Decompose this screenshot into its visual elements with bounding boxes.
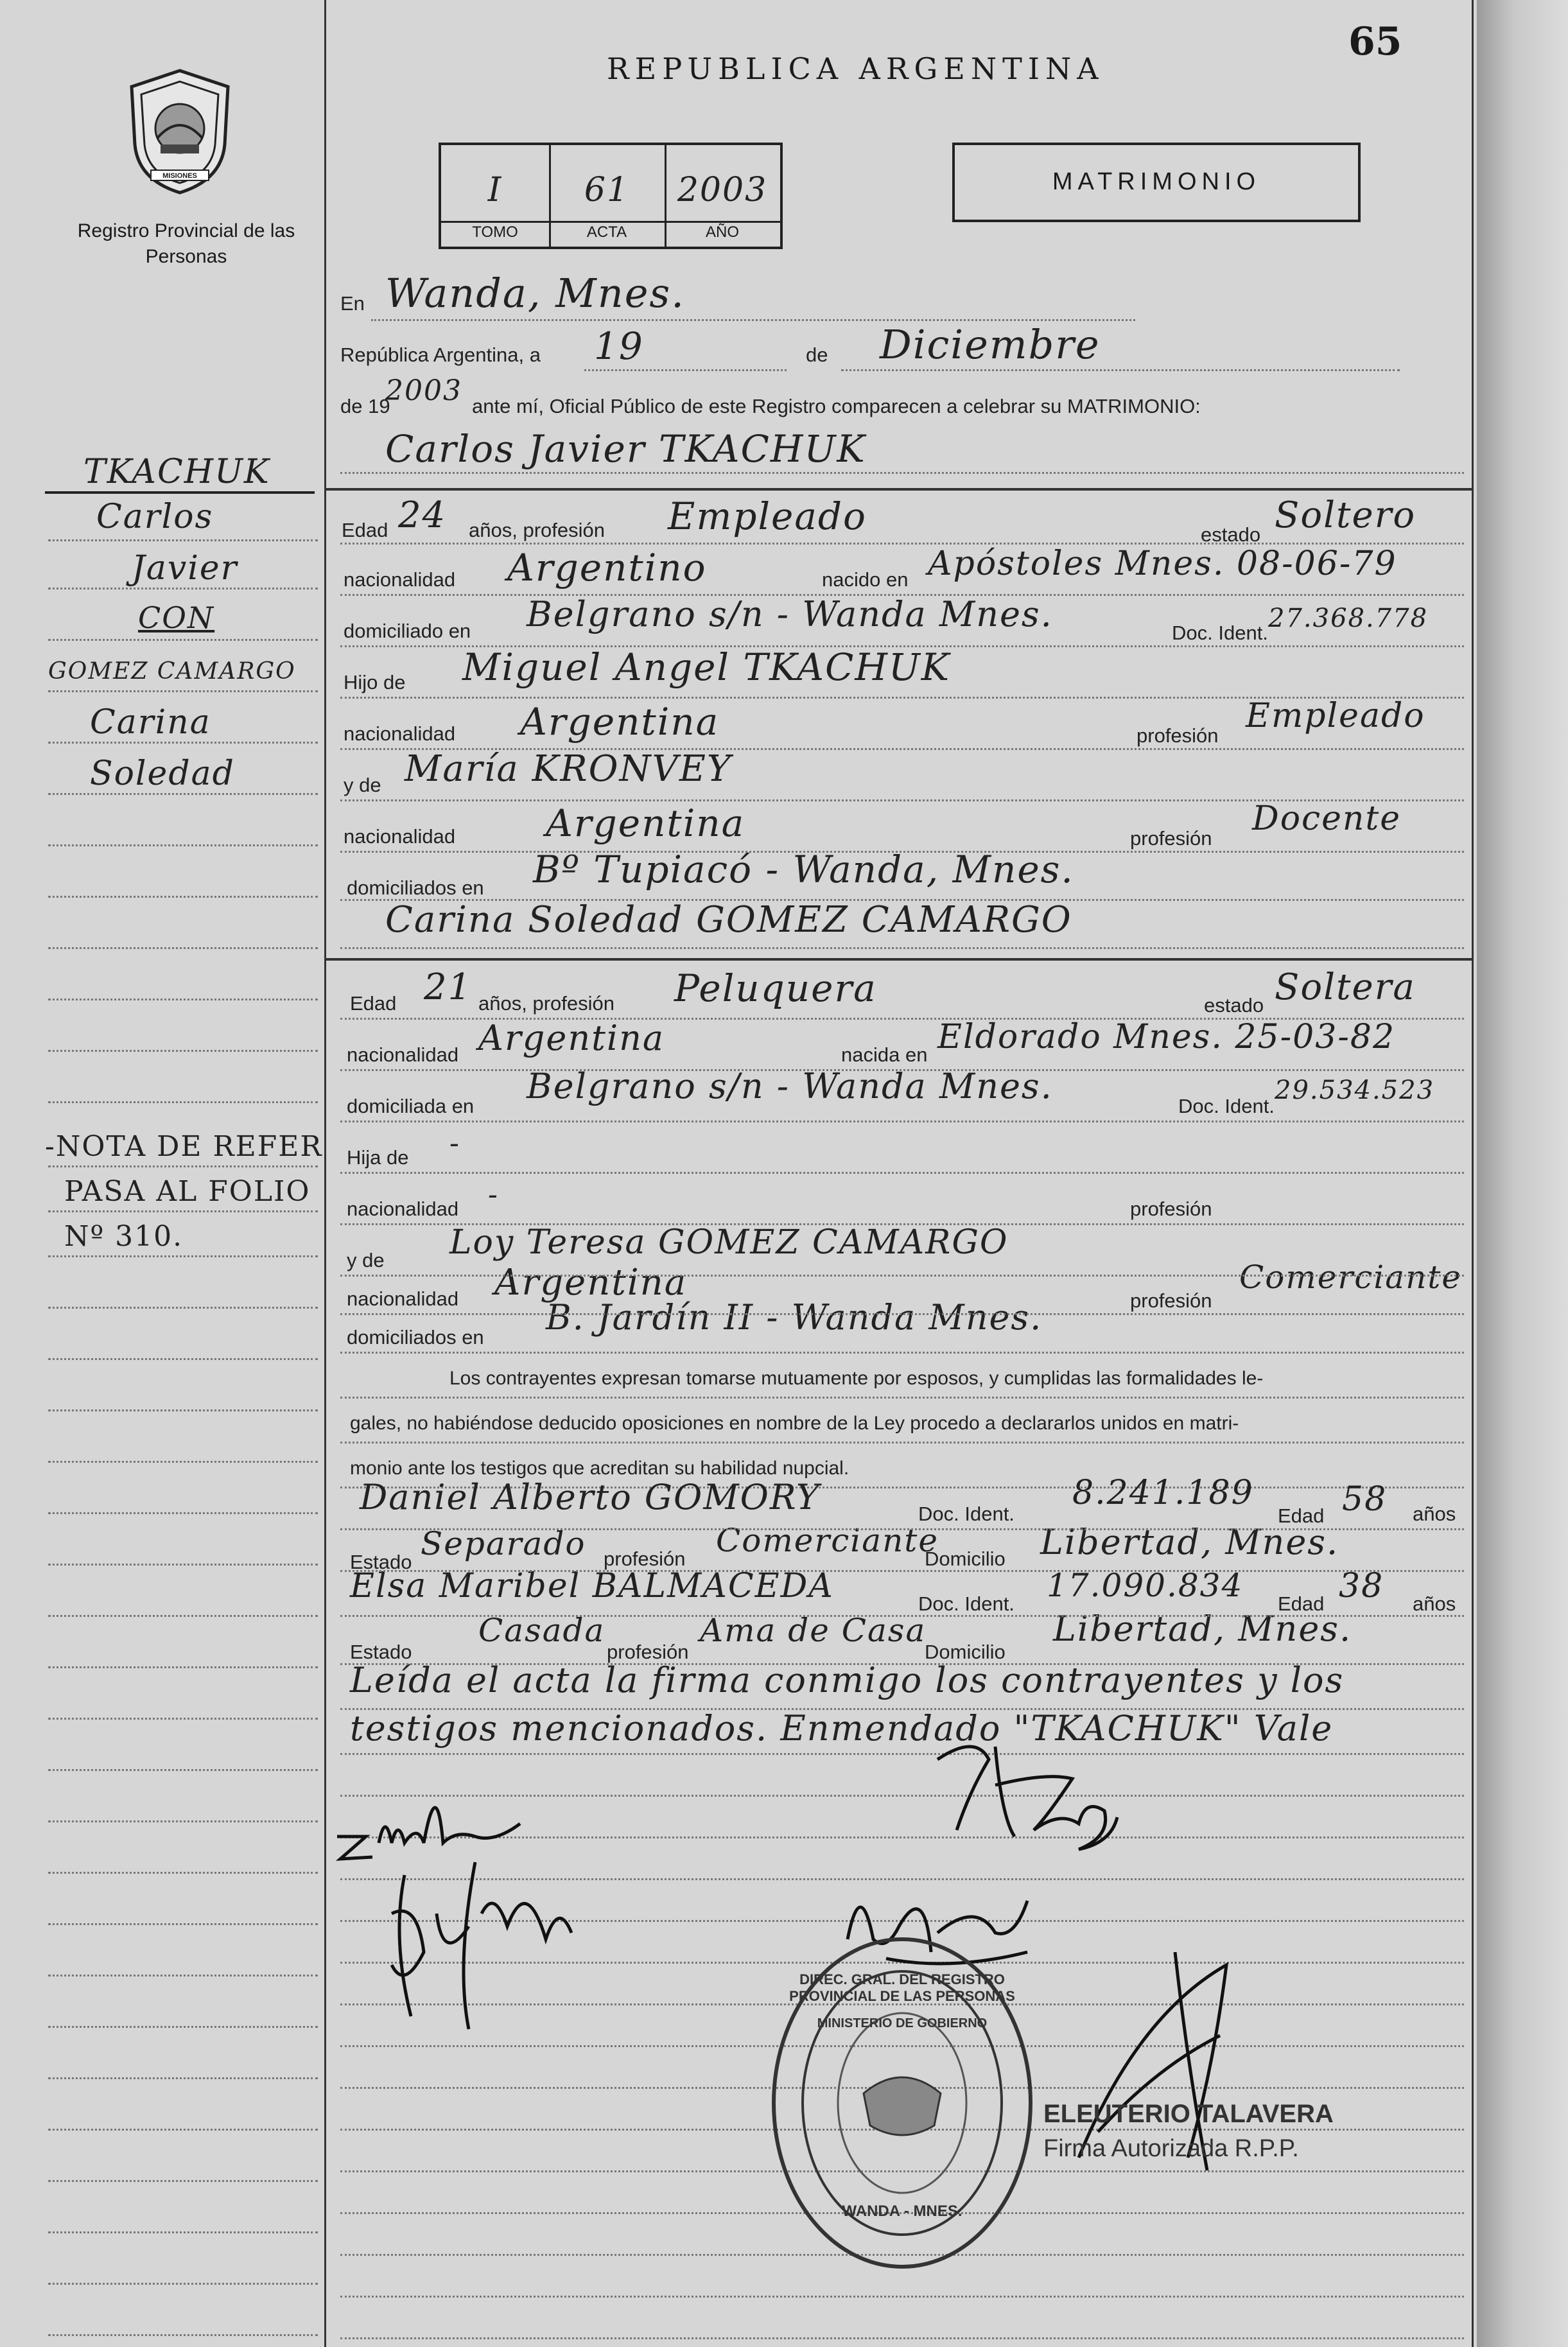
record-box <box>439 143 783 249</box>
groom-profesion: Empleado <box>668 494 867 538</box>
bride-mother-nac-label: nacionalidad <box>347 1287 459 1310</box>
witness-1-profesion: Comerciante <box>716 1522 939 1559</box>
bride-nacida-en: Eldorado Mnes. 25-03-82 <box>937 1018 1396 1056</box>
signature-groom <box>918 1721 1124 1869</box>
document-type: MATRIMONIO <box>1052 168 1261 195</box>
groom-hijo-label: Hijo de <box>344 671 406 694</box>
witness-2-estado: Casada <box>478 1612 605 1649</box>
bride-mother-nacionalidad: Argentina <box>494 1262 688 1304</box>
declaration-line-2: gales, no habiéndose deducido oposiciones en nombre de la Ley procedo a declararlos unidos en matri- <box>350 1413 1239 1434</box>
bride-mother-profesion: Comerciante <box>1239 1259 1462 1296</box>
margin-name-3: Carina <box>90 703 211 742</box>
witness-2-profesion-label: profesión <box>607 1641 689 1663</box>
witness-2-name: Elsa Maribel BALMACEDA <box>350 1567 834 1605</box>
anio-value: 2003 <box>677 171 768 209</box>
month-de-label: de <box>806 344 828 366</box>
margin-name-4: Soledad <box>90 755 235 793</box>
groom-father-nacionalidad: Argentina <box>520 700 720 744</box>
margin-note-3: Nº 310. <box>64 1220 184 1253</box>
groom-nacionalidad-label: nacionalidad <box>344 568 456 591</box>
tomo-label: TOMO <box>472 223 518 241</box>
bride-full-name: Carina Soledad GOMEZ CAMARGO <box>385 899 1072 941</box>
year-value: 2003 <box>385 374 462 407</box>
bride-edad: 21 <box>424 966 473 1008</box>
witness-1-name: Daniel Alberto GOMORY <box>360 1477 821 1517</box>
groom-doc-label: Doc. Ident. <box>1172 622 1268 644</box>
groom-anos-profesion-label: años, profesión <box>469 519 605 541</box>
groom-father: Miguel Angel TKACHUK <box>462 645 951 689</box>
groom-father-nac-label: nacionalidad <box>344 722 456 745</box>
witness-1-estado-label: Estado <box>350 1551 412 1573</box>
groom-mother: María KRONVEY <box>405 748 732 790</box>
groom-yde-label: y de <box>344 774 381 796</box>
witness-2-edad-label: Edad <box>1278 1592 1325 1615</box>
bride-nacionalidad: Argentina <box>478 1018 665 1058</box>
witness-2-profesion: Ama de Casa <box>700 1612 927 1649</box>
bride-nacionalidad-label: nacionalidad <box>347 1043 459 1066</box>
statement-text: ante mí, Oficial Público de este Registro comparecen a celebrar su MATRIMONIO: <box>472 395 1201 417</box>
closing-line-1: Leída el acta la firma conmigo los contrayentes y los <box>350 1660 1345 1700</box>
stamp-outer-text: DIREC. GRAL. DEL REGISTRO PROVINCIAL DE LAS PERSONAS <box>789 1971 1015 2004</box>
groom-parents-dom-label: domiciliados en <box>347 877 484 899</box>
groom-domicilio-label: domiciliado en <box>344 620 471 642</box>
bride-nacida-label: nacida en <box>841 1043 928 1066</box>
official-name: ELEUTERIO TALAVERA <box>1043 2100 1334 2128</box>
margin-name-2: Javier <box>132 549 238 588</box>
country-title: REPUBLICA ARGENTINA <box>607 51 1104 86</box>
bride-doc-label: Doc. Ident. <box>1178 1095 1275 1117</box>
groom-edad-label: Edad <box>342 519 388 541</box>
republica-label: República Argentina, a <box>340 344 541 366</box>
official-title: Firma Autorizada R.P.P. <box>1043 2135 1299 2162</box>
tomo-value: I <box>487 171 503 209</box>
groom-estado: Soltero <box>1275 494 1416 536</box>
month-value: Diciembre <box>880 321 1101 368</box>
witness-1-domicilio: Libertad, Mnes. <box>1040 1522 1339 1562</box>
margin-note-2: PASA AL FOLIO <box>64 1175 311 1208</box>
place-value: Wanda, Mnes. <box>385 270 685 317</box>
groom-full-name: Carlos Javier TKACHUK <box>385 427 866 471</box>
witness-1-edad: 58 <box>1342 1480 1388 1519</box>
stamp-location: WANDA - MNES. <box>842 2203 963 2220</box>
groom-father-profesion: Empleado <box>1246 697 1425 735</box>
witness-2-doc: 17.090.834 <box>1047 1567 1244 1604</box>
witness-2-estado-label: Estado <box>350 1641 412 1663</box>
bride-anos-profesion-label: años, profesión <box>478 992 614 1015</box>
signature-witness-1 <box>379 1837 591 2042</box>
margin-surname-groom: TKACHUK <box>83 453 270 491</box>
groom-nacionalidad: Argentino <box>507 546 707 589</box>
day-value: 19 <box>594 324 644 368</box>
year-prefix-label: de 19 <box>340 395 390 417</box>
bride-father-prof-label: profesión <box>1130 1198 1212 1220</box>
crest-caption: MISIONES <box>162 172 197 180</box>
groom-parents-domicilio: Bº Tupiacó - Wanda, Mnes. <box>533 848 1074 891</box>
witness-1-profesion-label: profesión <box>604 1548 686 1570</box>
page-number: 65 <box>1348 19 1402 64</box>
witness-1-domicilio-label: Domicilio <box>925 1548 1006 1570</box>
groom-estado-label: estado <box>1201 523 1261 546</box>
bride-father-nacionalidad: - <box>488 1178 499 1211</box>
bride-parents-domicilio: B. Jardín II - Wanda Mnes. <box>546 1297 1043 1338</box>
bride-estado-label: estado <box>1204 994 1264 1016</box>
groom-doc: 27.368.778 <box>1268 604 1429 633</box>
bride-edad-label: Edad <box>350 992 397 1015</box>
groom-domicilio: Belgrano s/n - Wanda Mnes. <box>527 594 1053 634</box>
witness-1-anos-label: años <box>1413 1503 1456 1525</box>
right-margin-rule <box>1472 0 1474 2347</box>
groom-mother-prof-label: profesión <box>1130 827 1212 850</box>
bride-estado: Soltera <box>1275 966 1416 1008</box>
groom-mother-nacionalidad: Argentina <box>546 801 745 845</box>
margin-surname-bride: GOMEZ CAMARGO <box>48 658 296 685</box>
declaration-line-1: Los contrayentes expresan tomarse mutuamente por esposos, y cumplidas las formalidades le- <box>449 1368 1264 1389</box>
witness-2-domicilio-label: Domicilio <box>925 1641 1006 1663</box>
bride-domicilio: Belgrano s/n - Wanda Mnes. <box>527 1066 1053 1106</box>
groom-nacido-en: Apóstoles Mnes. 08-06-79 <box>928 545 1397 583</box>
bride-profesion: Peluquera <box>674 966 877 1010</box>
margin-note-1: -NOTA DE REFER <box>45 1130 323 1163</box>
left-margin-rule <box>324 0 326 2347</box>
crest-emblem <box>125 67 234 196</box>
anio-label: AÑO <box>705 223 739 241</box>
groom-edad: 24 <box>398 494 447 536</box>
witness-1-edad-label: Edad <box>1278 1505 1325 1527</box>
bride-domicilio-label: domiciliada en <box>347 1095 475 1117</box>
closing-line-2: testigos mencionados. Enmendado "TKACHUK" Vale <box>350 1708 1334 1749</box>
acta-label: ACTA <box>586 223 627 241</box>
bride-father-nac-label: nacionalidad <box>347 1198 459 1220</box>
bride-hija-label: Hija de <box>347 1146 409 1169</box>
en-label: En <box>340 292 365 315</box>
bride-father: - <box>449 1127 460 1160</box>
margin-con: CON <box>138 600 215 635</box>
witness-1-estado: Separado <box>421 1525 586 1562</box>
stamp-inner-text: MINISTERIO DE GOBIERNO <box>817 2016 988 2030</box>
bride-parents-dom-label: domiciliados en <box>347 1326 484 1348</box>
groom-nacido-label: nacido en <box>822 568 909 591</box>
witness-2-doc-label: Doc. Ident. <box>918 1592 1015 1615</box>
witness-1-doc: 8.241.189 <box>1072 1474 1254 1512</box>
bride-doc: 29.534.523 <box>1275 1076 1435 1105</box>
bride-mother-prof-label: profesión <box>1130 1289 1212 1312</box>
margin-name-1: Carlos <box>96 498 214 536</box>
acta-value: 61 <box>584 171 630 209</box>
declaration-line-3: monio ante los testigos que acreditan su habilidad nupcial. <box>350 1458 849 1479</box>
document-type-box <box>952 143 1361 222</box>
witness-2-domicilio: Libertad, Mnes. <box>1053 1609 1352 1649</box>
witness-1-doc-label: Doc. Ident. <box>918 1503 1015 1525</box>
official-stamp <box>767 1933 1037 2273</box>
registry-name: Registro Provincial de las Personas <box>77 220 295 267</box>
groom-father-prof-label: profesión <box>1137 724 1219 747</box>
witness-2-anos-label: años <box>1413 1592 1456 1615</box>
bride-mother: Loy Teresa GOMEZ CAMARGO <box>449 1223 1009 1262</box>
witness-2-edad: 38 <box>1339 1567 1384 1605</box>
page-edge-shadow <box>1477 0 1568 2347</box>
bride-yde-label: y de <box>347 1249 385 1271</box>
groom-mother-profesion: Docente <box>1252 799 1402 838</box>
groom-mother-nac-label: nacionalidad <box>344 825 456 848</box>
